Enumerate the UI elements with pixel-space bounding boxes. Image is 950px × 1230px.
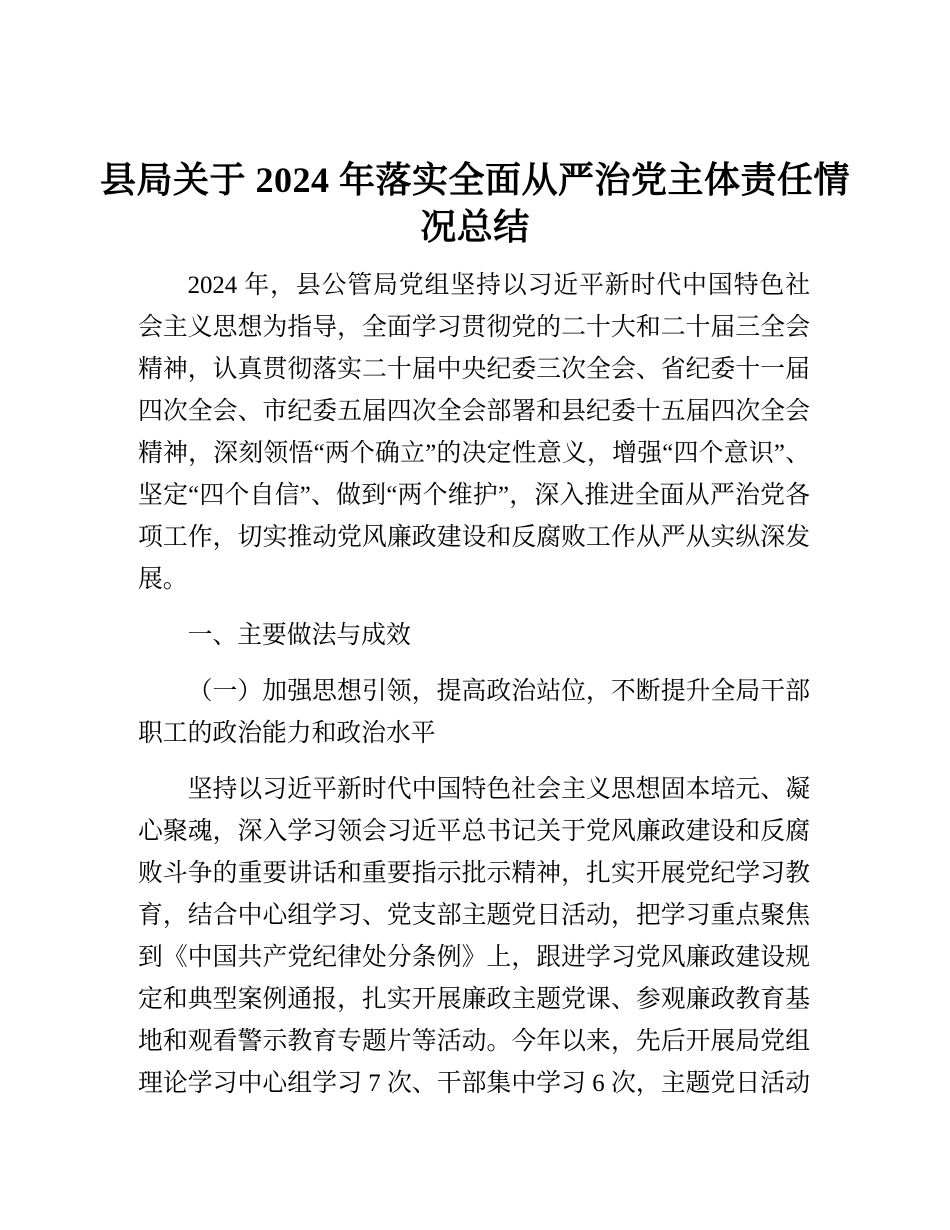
document-title: 县局关于 2024 年落实全面从严治党主体责任情况总结 xyxy=(99,160,850,247)
document-body xyxy=(0,265,950,1105)
body-paragraph-intro: 2024 年，县公管局党组坚持以习近平新时代中国特色社会主义思想为指导，全面学习贯彻党的二十大和二十届三全会精神，认真贯彻落实二十届中央纪委三次全会、省纪委十一届四次全会、市纪委五届四次全会部署和县纪委十五届四次全会精神，深刻领悟“两个确立”的决定性意义，增强“四个意识”、坚定“四个自信”、做到“两个维护”，深入推进全面从严治党各项工作，切实推动党风廉政建设和反腐败工作从严从实纵深发展。 xyxy=(138,272,810,593)
subsection-heading-1-1: （一）加强思想引领，提高政治站位，不断提升全局干部职工的政治能力和政治水平 xyxy=(138,678,810,747)
section-heading-1: 一、主要做法与成效 xyxy=(187,622,411,649)
body-paragraph-measures: 坚持以习近平新时代中国特色社会主义思想固本培元、凝心聚魂，深入学习领会习近平总书记关于党风廉政建设和反腐败斗争的重要讲话和重要指示批示精神，扎实开展党纪学习教育，结合中心组学习、党支部主题党日活动，把学习重点聚焦到《中国共产党纪律处分条例》上，跟进学习党风廉政建设规定和典型案例通报，扎实开展廉政主题党课、参观廉政教育基地和观看警示教育专题片等活动。今年以来，先后开展局党组理论学习中心组学习 7 次、干部集中学习 6 次，主题党日活动 xyxy=(138,776,810,1097)
